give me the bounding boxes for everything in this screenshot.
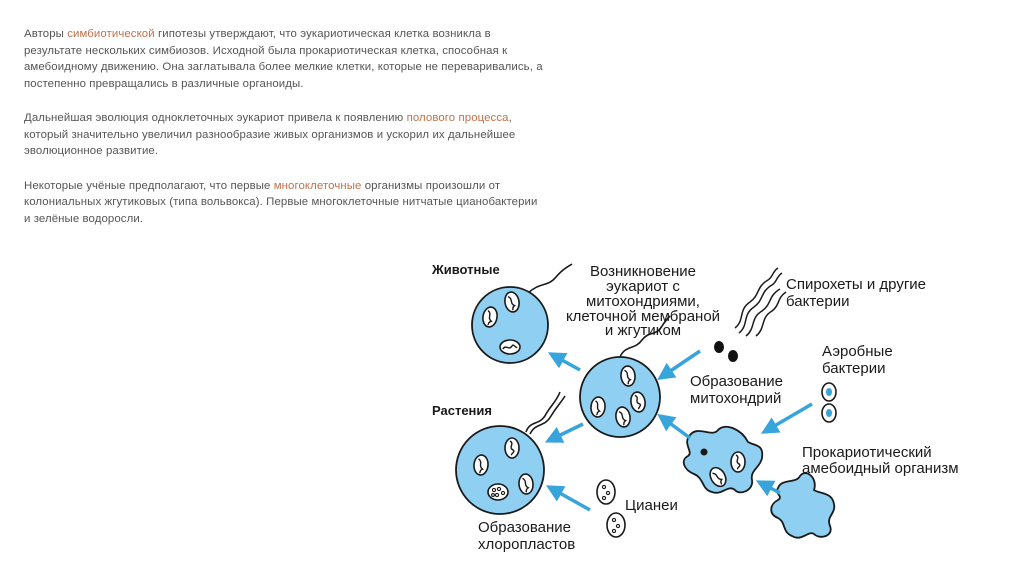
chloroplast-formation-line-1: Образование — [478, 519, 571, 536]
label-aerobic — [822, 343, 893, 377]
prokaryote-line-2: амебоидный организм — [802, 460, 959, 477]
eukaryote-origin-line-4: клеточной мембраной — [565, 308, 721, 325]
p2-text-end: , который значительно увеличил разнообразие живых организмов и ускорил их дальнейшее эволюционное развитие. — [24, 112, 516, 157]
eukaryote-origin-line-1: Возникновение — [589, 263, 697, 280]
label-mito-formation — [690, 373, 783, 407]
amoeboid-with-mitochondria — [684, 427, 763, 493]
animal-cell — [472, 287, 548, 363]
link-sexual-process[interactable]: полового процесса — [406, 112, 509, 124]
p1-text-end: гипотезы утверждают, что эукариотическая клетка возникла в результате нескольких симбиозов. Исходной была прокариотическая клетка, способная к амебоидному движению. Она заглатывала более мелкие клетки, которые не переваривались, а постепенно превращались в различные органоиды. — [24, 28, 543, 90]
eukaryote-origin-line-5: и жгутиком — [604, 322, 682, 339]
link-multicellular[interactable]: многоклеточные — [273, 179, 362, 192]
mito-formation-line-1: Образование — [690, 373, 783, 390]
spirochetes-drawing — [735, 268, 786, 336]
eukaryote-origin-line-3: митохондриями, — [586, 293, 700, 310]
aerobic-bacteria-drawing — [822, 383, 836, 422]
cyanea-drawing — [597, 480, 625, 537]
arrow-from-cyanea — [549, 487, 590, 510]
label-chloroplast-formation — [478, 519, 575, 553]
plant-cell — [456, 426, 544, 514]
link-symbiotic[interactable]: симбиотической — [67, 28, 155, 40]
prokaryotic-amoeboid — [771, 473, 834, 538]
arrow-to-animal — [551, 354, 580, 370]
chloroplast-formation-line-2: хлоропластов — [478, 536, 576, 553]
eukaryote-cell — [580, 357, 660, 437]
eukaryote-origin-line-2: эукариот с — [606, 278, 680, 295]
arrow-to-plant — [548, 424, 583, 441]
label-animals: Животные — [432, 262, 500, 277]
prokaryote-line-1: Прокариотический — [802, 444, 932, 461]
arrow-from-aerobic — [764, 404, 812, 432]
label-plants: Растения — [432, 403, 492, 418]
aerobic-line-2: бактерии — [822, 360, 886, 377]
mito-formation-line-2: митохондрий — [690, 390, 782, 407]
p2-text-start: Дальнейшая эволюция одноклеточных эукариот привела к появлению — [24, 112, 407, 124]
p3-text-start: Некоторые учёные предполагают, что первые — [24, 179, 274, 192]
spirochetes-line-1: Спирохеты и другие — [786, 276, 927, 293]
aerobic-line-1: Аэробные — [822, 343, 893, 360]
p3-text-end: организмы произошли от колониальных жгутиковых (типа вольвокса). Первые многоклеточные нитчатые цианобактерии и зелёные водоросли. — [24, 179, 538, 225]
spirochetes-line-2: бактерии — [786, 293, 850, 310]
label-cyanea: Цианеи — [625, 497, 678, 514]
arrow-from-amoeboid — [660, 416, 690, 438]
p1-text-start: Авторы — [24, 28, 68, 40]
label-spirochetes — [786, 276, 926, 310]
label-prokaryote — [802, 444, 959, 477]
label-eukaryote-origin — [566, 263, 720, 339]
small-bacteria — [714, 341, 738, 362]
arrow-from-prokaryote — [759, 482, 780, 493]
